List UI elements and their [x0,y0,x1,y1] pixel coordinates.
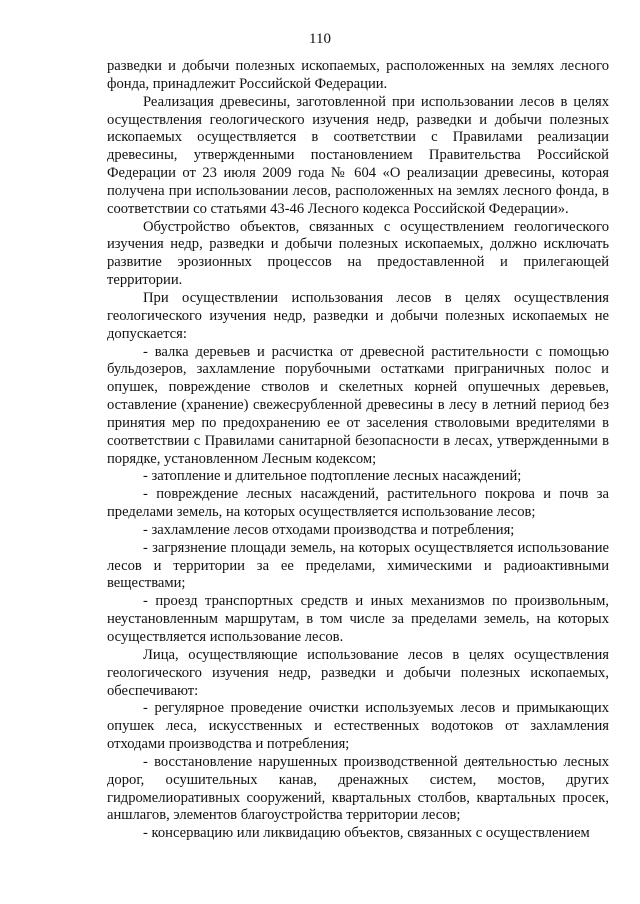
paragraph: При осуществлении использования лесов в целях осуществления геологического изучения недр, разведки и добычи полезных ископаемых не допускается: [107,289,609,342]
list-item: - валка деревьев и расчистка от древесной растительности с помощью бульдозеров, захламление порубочными остатками приграничных полос и опушек, повреждение стволов и скелетных корней опушечных деревьев, оставление (хранение) свежесрубленной древесины в лесу в летний период без принятия мер по предохранению ее от заселения стволовыми вредителями в соответствии с Правилами санитарной безопасности в лесах, утвержденными в порядке, установленном Лесным кодексом; [107,343,609,467]
paragraph: Лица, осуществляющие использование лесов в целях осуществления геологического изучения недр, разведки и добычи полезных ископаемых, обеспечивают: [107,646,609,699]
body-text [107,58,609,843]
list-item: - повреждение лесных насаждений, растительного покрова и почв за пределами земель, на которых осуществляется использование лесов; [107,486,609,521]
list-item: - затопление и длительное подтопление лесных насаждений; [143,468,522,485]
page-number: 110 [309,31,331,47]
list-item: - проезд транспортных средств и иных механизмов по произвольным, неустановленным маршрутам, в том числе за пределами земель, на которых осуществляется использование лесов. [107,593,609,645]
list-item: - загрязнение площади земель, на которых осуществляется использование лесов и территории за ее пределами, химическими и радиоактивными веществами; [107,539,609,592]
paragraph: Реализация древесины, заготовленной при использовании лесов в целях осуществления геологического изучения недр, разведки и добычи полезных ископаемых осуществляется в соответствии с Правилами реализации древесины, утвержденными постановлением Правительства Российской Федерации от 23 июля 2009 года № 604 «О реализации древесины, которая получена при использовании лесов, расположенных на землях лесного фонда, в соответствии со статьями 43-46 Лесного кодекса Российской Федерации». [107,93,609,217]
paragraph: разведки и добычи полезных ископаемых, расположенных на землях лесного фонда, принадлежит Российской Федерации. [107,58,609,92]
paragraph: Обустройство объектов, связанных с осуществлением геологического изучения недр, разведки и добычи полезных ископаемых, должно исключать развитие эрозионных процессов на предоставленной и прилегающей территории. [107,218,609,289]
list-item: - регулярное проведение очистки используемых лесов и примыкающих опушек леса, искусственных и естественных водотоков от захламления отходами производства и потребления; [107,700,609,753]
list-item: - консервацию или ликвидацию объектов, связанных с осуществлением [143,825,590,842]
list-item: - восстановление нарушенных производственной деятельностью лесных дорог, осушительных канав, дренажных систем, мостов, других гидромелиоративных сооружений, квартальных столбов, квартальных просек, аншлагов, элементов благоустройства территории лесов; [107,753,609,824]
list-item: - захламление лесов отходами производства и потребления; [143,521,515,538]
